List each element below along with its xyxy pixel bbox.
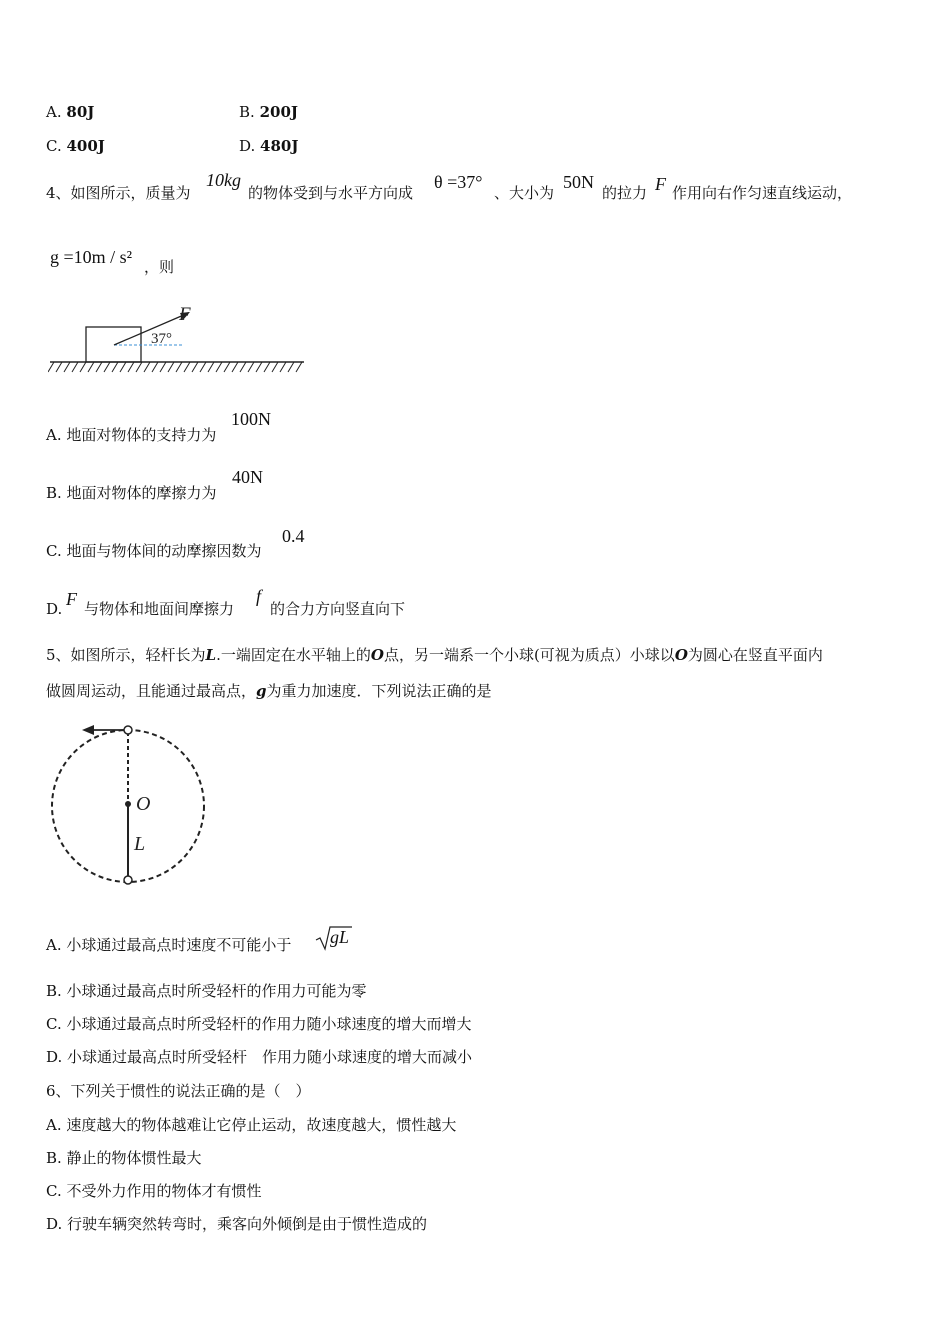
q6-option-c: C. 不受外力作用的物体才有惯性 <box>46 1182 262 1200</box>
q4-option-b: B. 地面对物体的摩擦力为 <box>46 484 217 502</box>
q5-option-c: C. 小球通过最高点时所受轻杆的作用力随小球速度的增大而增大 <box>46 1015 472 1033</box>
q4-stem-start: 4、如图所示，质量为 <box>46 184 191 202</box>
ball-bottom <box>124 876 132 884</box>
force-label: F <box>179 304 191 325</box>
q5-circular-motion-figure <box>46 720 216 892</box>
ground-hatching <box>48 362 302 372</box>
q6-stem: 6、下列关于惯性的说法正确的是（ ） <box>46 1082 311 1100</box>
pivot-point <box>125 801 131 807</box>
q4-option-a-value: 100N <box>231 409 271 429</box>
option-value: 480J <box>260 137 299 155</box>
q4-option-d-force: F <box>66 589 77 609</box>
force-arrow <box>114 314 186 345</box>
option-letter: B. <box>239 103 255 121</box>
q4-option-b-value: 40N <box>232 467 263 487</box>
option-value: 200J <box>259 103 298 121</box>
q5-option-a: A. 小球通过最高点时速度不可能小于 <box>46 936 292 954</box>
q4-stem-part4: 的拉力 <box>602 184 648 202</box>
q4-option-d-part3: 的合力方向竖直向下 <box>270 600 406 618</box>
option-letter: C. <box>46 137 62 155</box>
q4-stem-part5: 作用向右作匀速直线运动， <box>672 184 853 202</box>
rod-label: L <box>134 833 146 855</box>
q3-option-b <box>239 102 298 122</box>
q3-option-c <box>46 136 105 156</box>
option-value: 80J <box>66 103 95 121</box>
q4-option-c: C. 地面与物体间的动摩擦因数为 <box>46 542 262 560</box>
q4-theta: θ =37° <box>434 172 483 192</box>
q6-option-a: A. 速度越大的物体越难让它停止运动，故速度越大，惯性越大 <box>46 1116 457 1134</box>
option-letter: A. <box>46 103 62 121</box>
option-value: 400J <box>66 137 105 155</box>
q5-stem-line2: 做圆周运动，且能通过最高点，g为重力加速度．下列说法正确的是 <box>46 682 492 700</box>
q5-option-d: D. 小球通过最高点时所受轻杆 作用力随小球速度的增大而减小 <box>46 1048 473 1066</box>
q5-option-b: B. 小球通过最高点时所受轻杆的作用力可能为零 <box>46 982 367 1000</box>
q4-stem-end: ，则 <box>144 258 175 276</box>
q4-gravity-expression: g =10m / s² <box>50 247 133 267</box>
q4-option-d-friction: f <box>256 586 262 606</box>
q4-stem-part3: 、大小为 <box>494 184 555 202</box>
q5-stem-line1: 5、如图所示，轻杆长为L.一端固定在水平轴上的O点，另一端系一个小球(可视为质点）小球以O为圆心在竖直平面内 <box>46 646 823 664</box>
velocity-arrowhead <box>82 725 94 735</box>
q4-block-figure <box>48 300 308 380</box>
q4-stem-part2: 的物体受到与水平方向成 <box>248 184 414 202</box>
q6-option-d: D. 行驶车辆突然转弯时，乘客向外倾倒是由于惯性造成的 <box>46 1215 428 1233</box>
center-label: O <box>136 793 151 815</box>
ball-top <box>124 726 132 734</box>
q3-option-a <box>46 102 94 122</box>
q4-force-magnitude: 50N <box>563 172 594 192</box>
q5-option-a-value: gL <box>330 927 350 947</box>
q4-mass: 10kg <box>206 170 241 190</box>
q3-option-d <box>239 136 298 156</box>
q4-option-c-value: 0.4 <box>282 526 305 546</box>
q4-option-a: A. 地面对物体的支持力为 <box>46 426 217 444</box>
q4-option-d-part2: 与物体和地面间摩擦力 <box>84 600 235 618</box>
q4-force-symbol: F <box>655 174 666 194</box>
angle-label: 37° <box>151 331 172 347</box>
q6-option-b: B. 静止的物体惯性最大 <box>46 1149 202 1167</box>
q4-option-d-letter: D. <box>46 600 63 618</box>
block <box>86 327 141 362</box>
option-letter: D. <box>239 137 256 155</box>
